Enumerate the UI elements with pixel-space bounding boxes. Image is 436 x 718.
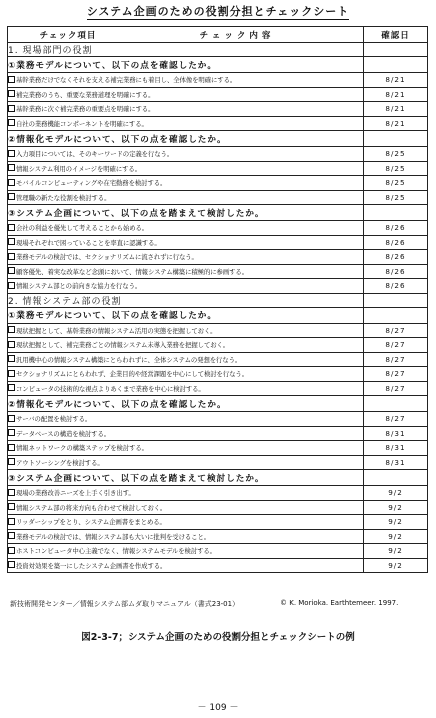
check-item-text: 情報ネットワークの構築ステップを検討する。 xyxy=(16,444,148,453)
figure-caption: 図2-3-7；システム企画のための役割分担とチェックシートの例 xyxy=(81,632,355,643)
check-item-row xyxy=(8,87,428,102)
check-item-cell xyxy=(8,235,364,250)
check-item-text: 会社の利益を優先して考えることから始める。 xyxy=(16,224,149,233)
checkbox-icon[interactable] xyxy=(8,90,15,97)
check-item-text: 現場の業務改善ニーズを上手く引き出す。 xyxy=(16,489,135,498)
group-title: ①業務モデルについて、以下の点を確認したか。 xyxy=(8,307,364,323)
check-item-cell xyxy=(8,250,364,265)
checkbox-icon[interactable] xyxy=(8,415,15,422)
section-title: 2. 情報システム部の役割 xyxy=(8,293,364,307)
check-item-row xyxy=(8,235,428,250)
check-item-text: コンピュータの技術的な視点よりあくまで業務を中心に検討する。 xyxy=(16,384,205,393)
group-row xyxy=(8,131,428,147)
check-item-text: 入力項目については、そのキーワードの定義を行なう。 xyxy=(16,150,174,159)
check-item-row xyxy=(8,323,428,338)
checkbox-icon[interactable] xyxy=(8,119,15,126)
checkbox-icon[interactable] xyxy=(8,238,15,245)
group-date-cell xyxy=(364,307,428,323)
check-date: 8/31 xyxy=(364,455,428,470)
check-item-cell xyxy=(8,558,364,573)
checkbox-icon[interactable] xyxy=(8,384,15,391)
check-item-cell xyxy=(8,381,364,396)
check-item-text: 情報システム部との前向きな協力を行なう。 xyxy=(16,282,142,291)
checkbox-icon[interactable] xyxy=(8,503,15,510)
check-item-row xyxy=(8,529,428,544)
check-date: 8/27 xyxy=(364,367,428,382)
check-item-text: アウトソーシングを検討する。 xyxy=(16,458,104,467)
check-date: 8/27 xyxy=(364,381,428,396)
check-item-cell xyxy=(8,323,364,338)
check-item-row xyxy=(8,190,428,205)
check-item-cell xyxy=(8,426,364,441)
check-item-row xyxy=(8,116,428,131)
header-date: 確認日 xyxy=(364,27,428,43)
checkbox-icon[interactable] xyxy=(8,193,15,200)
check-item-row xyxy=(8,250,428,265)
check-item-row xyxy=(8,486,428,501)
checkbox-icon[interactable] xyxy=(8,355,15,362)
check-item-row xyxy=(8,500,428,515)
check-date: 8/21 xyxy=(364,73,428,88)
checkbox-icon[interactable] xyxy=(8,518,15,525)
footer-copyright: © K. Morioka. Earthtemeer. 1997. xyxy=(280,599,399,607)
check-date: 8/21 xyxy=(364,102,428,117)
check-item-row xyxy=(8,558,428,573)
group-date-cell xyxy=(364,57,428,73)
check-item-row xyxy=(8,412,428,427)
check-item-text: 管理職の新たな役割を検討する。 xyxy=(16,193,111,202)
check-item-text: 業務モデルの検討では、情報システム部も大いに批判を受けること。 xyxy=(16,532,211,541)
footer xyxy=(10,599,430,609)
group-title: ②情報化モデルについて、以下の点を確認したか。 xyxy=(8,396,364,412)
check-item-cell xyxy=(8,367,364,382)
section-title: 1. 現場部門の役割 xyxy=(8,43,364,57)
check-item-cell xyxy=(8,73,364,88)
check-item-cell xyxy=(8,515,364,530)
check-date: 8/21 xyxy=(364,87,428,102)
check-item-cell xyxy=(8,500,364,515)
check-date: 8/26 xyxy=(364,235,428,250)
check-date: 8/26 xyxy=(364,250,428,265)
check-item-text: ホストコンピュータ中心主義でなく、情報システムモデルを検討する。 xyxy=(16,547,216,556)
check-item-cell xyxy=(8,176,364,191)
check-date: 9/2 xyxy=(364,544,428,559)
check-date: 8/25 xyxy=(364,161,428,176)
check-item-row xyxy=(8,515,428,530)
check-date: 8/27 xyxy=(364,352,428,367)
check-item-cell xyxy=(8,529,364,544)
footer-source: 新技術開発センター／情報システム部ムダ取りマニュアル（書式23-01） xyxy=(10,600,240,608)
check-item-row xyxy=(8,426,428,441)
check-date: 9/2 xyxy=(364,515,428,530)
check-item-cell xyxy=(8,221,364,236)
check-item-row xyxy=(8,264,428,279)
header-item-content xyxy=(8,27,364,43)
check-item-text: 顧客優先、着実な改革など念頭において、情報システム構築に積極的に参画する。 xyxy=(16,267,248,276)
check-date: 8/21 xyxy=(364,116,428,131)
check-item-text: 現状把握として、補完業務ごとの情報システム未導入業務を把握しておく。 xyxy=(16,341,229,350)
checkbox-icon[interactable] xyxy=(8,370,15,377)
check-item-cell xyxy=(8,544,364,559)
checkbox-icon[interactable] xyxy=(8,489,15,496)
table-header-row xyxy=(8,27,428,43)
check-date: 8/27 xyxy=(364,323,428,338)
check-date: 9/2 xyxy=(364,486,428,501)
check-item-cell xyxy=(8,338,364,353)
check-item-row xyxy=(8,441,428,456)
check-date: 8/25 xyxy=(364,147,428,162)
check-item-cell xyxy=(8,279,364,294)
check-item-cell xyxy=(8,264,364,279)
check-item-row xyxy=(8,381,428,396)
check-date: 9/2 xyxy=(364,529,428,544)
checkbox-icon[interactable] xyxy=(8,224,15,231)
check-item-cell xyxy=(8,147,364,162)
header-item: チェック項目 xyxy=(39,30,97,41)
check-item-text: サーバの配置を検討する。 xyxy=(16,415,92,424)
checkbox-icon[interactable] xyxy=(8,267,15,274)
check-item-cell xyxy=(8,441,364,456)
checkbox-icon[interactable] xyxy=(8,444,15,451)
group-row xyxy=(8,470,428,486)
checkbox-icon[interactable] xyxy=(8,76,15,83)
checkbox-icon[interactable] xyxy=(8,561,15,568)
check-item-text: 業務モデルの検討では、セクショナリズムに流されずに行なう。 xyxy=(16,253,198,262)
checkbox-icon[interactable] xyxy=(8,282,15,289)
check-item-text: 投資対効果を築一にしたシステム企画書を作成する。 xyxy=(16,561,167,570)
checkbox-icon[interactable] xyxy=(8,179,15,186)
check-item-row xyxy=(8,161,428,176)
page-number: － 109 － xyxy=(197,703,239,713)
check-item-text: 情報システム部の将来方向も合わせて検討しておく。 xyxy=(16,503,167,512)
check-item-row xyxy=(8,338,428,353)
check-date: 8/26 xyxy=(364,279,428,294)
group-title: ①業務モデルについて、以下の点を確認したか。 xyxy=(8,57,364,73)
check-item-row xyxy=(8,279,428,294)
check-item-cell xyxy=(8,102,364,117)
checkbox-icon[interactable] xyxy=(8,532,15,539)
check-date: 8/26 xyxy=(364,221,428,236)
checkbox-icon[interactable] xyxy=(8,253,15,260)
check-date: 8/27 xyxy=(364,412,428,427)
check-date: 8/27 xyxy=(364,338,428,353)
check-item-row xyxy=(8,73,428,88)
check-item-row xyxy=(8,221,428,236)
check-item-text: 汎用機中心の情報システム構築にとらわれずに、全体システムの発想を行なう。 xyxy=(16,355,242,364)
check-item-text: 基幹業務だけでなくそれを支える補完業務にも着目し、全体像を明確にする。 xyxy=(16,76,237,85)
group-date-cell xyxy=(364,396,428,412)
checkbox-icon[interactable] xyxy=(8,150,15,157)
group-row xyxy=(8,205,428,221)
check-item-cell xyxy=(8,486,364,501)
check-item-text: 基幹業務に次ぐ補完業務の重要点を明確にする。 xyxy=(16,105,155,114)
check-sheet-body xyxy=(8,43,428,573)
check-sheet-table xyxy=(7,26,428,573)
check-date: 8/31 xyxy=(364,426,428,441)
check-item-row xyxy=(8,367,428,382)
check-date: 8/25 xyxy=(364,176,428,191)
check-item-row xyxy=(8,544,428,559)
section-date-cell xyxy=(364,293,428,307)
check-item-cell xyxy=(8,161,364,176)
group-row xyxy=(8,57,428,73)
check-item-cell xyxy=(8,412,364,427)
check-date: 8/26 xyxy=(364,264,428,279)
check-item-cell xyxy=(8,116,364,131)
check-item-row xyxy=(8,147,428,162)
check-item-text: 自社の業務機能コンポーネントを明確にする。 xyxy=(16,119,148,128)
check-item-text: データベースの構造を検討する。 xyxy=(16,429,111,438)
check-item-row xyxy=(8,455,428,470)
check-item-text: 現状把握として、基幹業務の情報システム活用の実態を把握しておく。 xyxy=(16,326,217,335)
checkbox-icon[interactable] xyxy=(8,105,15,112)
check-item-text: モバイルコンピューティングや在宅勤務を検討する。 xyxy=(16,179,167,188)
group-date-cell xyxy=(364,205,428,221)
check-item-cell xyxy=(8,190,364,205)
check-item-cell xyxy=(8,352,364,367)
check-item-text: 情報システム利用のイメージを明確にする。 xyxy=(16,164,141,173)
check-item-cell xyxy=(8,455,364,470)
group-title: ③システム企画について、以下の点を踏まえて検討したか。 xyxy=(8,205,364,221)
group-row xyxy=(8,307,428,323)
check-date: 9/2 xyxy=(364,500,428,515)
group-title: ②情報化モデルについて、以下の点を確認したか。 xyxy=(8,131,364,147)
checkbox-icon[interactable] xyxy=(8,458,15,465)
check-item-cell xyxy=(8,87,364,102)
checkbox-icon[interactable] xyxy=(8,429,15,436)
checkbox-icon[interactable] xyxy=(8,547,15,554)
check-item-row xyxy=(8,102,428,117)
check-date: 8/31 xyxy=(364,441,428,456)
check-item-text: 補完業務のうち、重要な業務道理を明確にする。 xyxy=(16,90,155,99)
section-date-cell xyxy=(364,43,428,57)
group-row xyxy=(8,396,428,412)
check-item-row xyxy=(8,176,428,191)
group-title: ③システム企画について、以下の点を踏まえて検討したか。 xyxy=(8,470,364,486)
section-row xyxy=(8,293,428,307)
checkbox-icon[interactable] xyxy=(8,164,15,171)
check-date: 9/2 xyxy=(364,558,428,573)
sheet-title: システム企画のための役割分担とチェックシート xyxy=(86,5,350,18)
check-item-text: リッダーシップをとり、システム企画書をまとめる。 xyxy=(16,518,166,527)
group-date-cell xyxy=(364,470,428,486)
check-item-row xyxy=(8,352,428,367)
check-item-text: 現場それぞれで困っていることを率直に認識する。 xyxy=(16,238,161,247)
checkbox-icon[interactable] xyxy=(8,341,15,348)
header-content: チェック内容 xyxy=(199,30,275,41)
checkbox-icon[interactable] xyxy=(8,326,15,333)
group-date-cell xyxy=(364,131,428,147)
check-date: 8/25 xyxy=(364,190,428,205)
check-item-text: セクショナリズムにとらわれず、企業目的や経営課題を中心にして検討を行なう。 xyxy=(16,370,248,379)
section-row xyxy=(8,43,428,57)
